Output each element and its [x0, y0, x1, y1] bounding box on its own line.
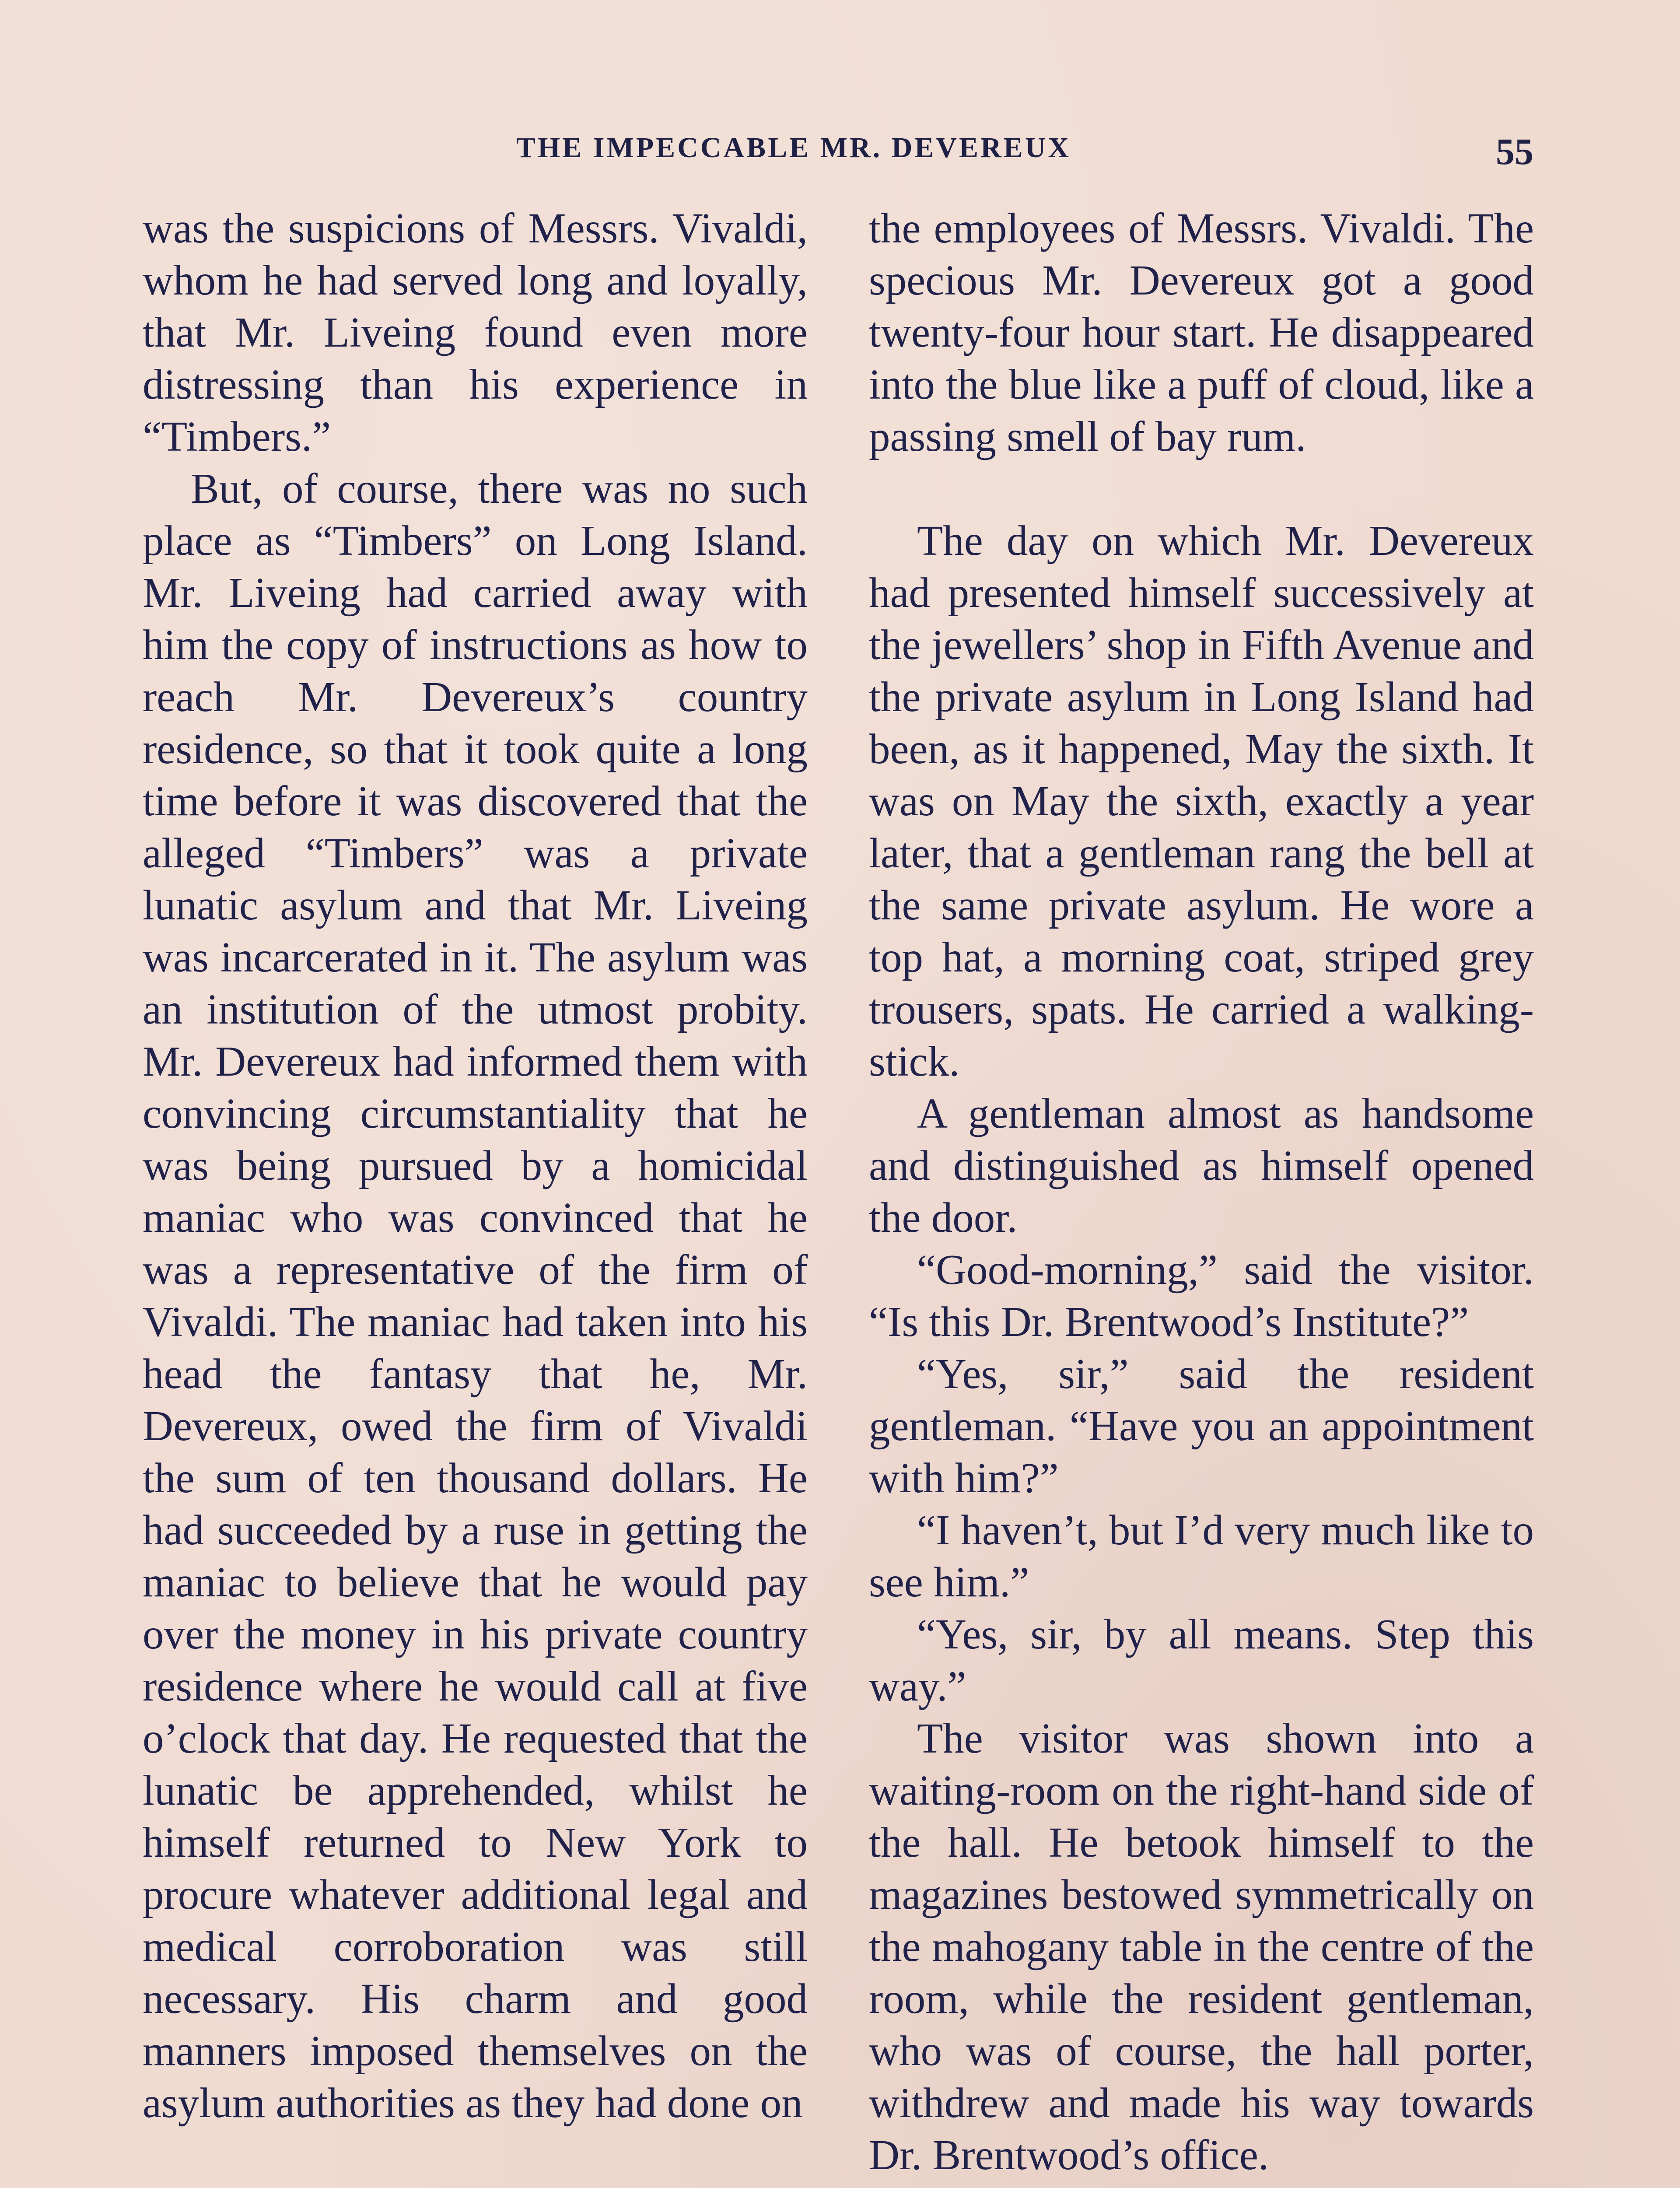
paragraph: “Yes, sir,” said the resident gentleman. “Have you an appointment with him?” — [869, 1350, 1534, 1501]
paragraph: The visitor was shown into a waiting-room on the right-hand side of the hall. He betook himself to the magazines bestowed symmetrically on the mahogany table in the centre of the room, while the resident gentleman, who was of course, the hall porter, withdrew and made his way towards Dr. Brentwood’s office. — [869, 1715, 1534, 2178]
paragraph: The day on which Mr. Devereux had presented himself successively at the jewellers’ shop in Fifth Avenue and the private asylum in Long Island had been, as it happened, May the sixth. It was on May the sixth, exactly a year later, that a gentleman rang the bell at the same private asylum. He wore a top hat, a morning coat, striped grey trousers, spats. He carried a walking-stick. — [869, 517, 1534, 1085]
paragraph: “I haven’t, but I’d very much like to see him.” — [869, 1507, 1534, 1606]
paragraph: “Good-morning,” said the visitor. “Is this Dr. Brentwood’s Institute?” — [869, 1246, 1534, 1345]
paragraph: A gentleman almost as handsome and distinguished as himself opened the door. — [869, 1090, 1534, 1241]
paragraph: was the suspicions of Messrs. Vivaldi, whom he had served long and loyally, that Mr. Liveing found even more distressing than his experience in “Timbers.” — [143, 205, 808, 460]
left-text-column — [143, 202, 808, 2129]
paragraph: the employees of Messrs. Vivaldi. The specious Mr. Devereux got a good twenty-four hour start. He disappeared into the blue like a puff of cloud, like a passing smell of bay rum. — [869, 205, 1534, 460]
right-text-column — [869, 202, 1534, 2181]
paragraph: But, of course, there was no such place as “Timbers” on Long Island. Mr. Liveing had carried away with him the copy of instructions as how to reach Mr. Devereux’s country residence, so that it took quite a long time before it was discovered that the alleged “Timbers” was a private lunatic asylum and that Mr. Liveing was incarcerated in it. The asylum was an institution of the utmost probity. Mr. Devereux had informed them with convincing circumstantiality that he was being pursued by a homicidal maniac who was convinced that he was a representative of the firm of Vivaldi. The maniac had taken into his head the fantasy that he, Mr. Devereux, owed the firm of Vivaldi the sum of ten thousand dollars. He had succeeded by a ruse in getting the maniac to believe that he would pay over the money in his private country residence where he would call at five o’clock that day. He requested that the lunatic be apprehended, whilst he himself returned to New York to procure whatever additional legal and medical corroboration was still necessary. His charm and good manners imposed themselves on the asylum authorities as they had done on — [143, 465, 808, 2126]
paragraph: “Yes, sir, by all means. Step this way.” — [869, 1611, 1534, 1710]
page-number: 55 — [1496, 130, 1533, 172]
running-title: THE IMPECCABLE MR. DEVEREUX — [516, 132, 1071, 164]
